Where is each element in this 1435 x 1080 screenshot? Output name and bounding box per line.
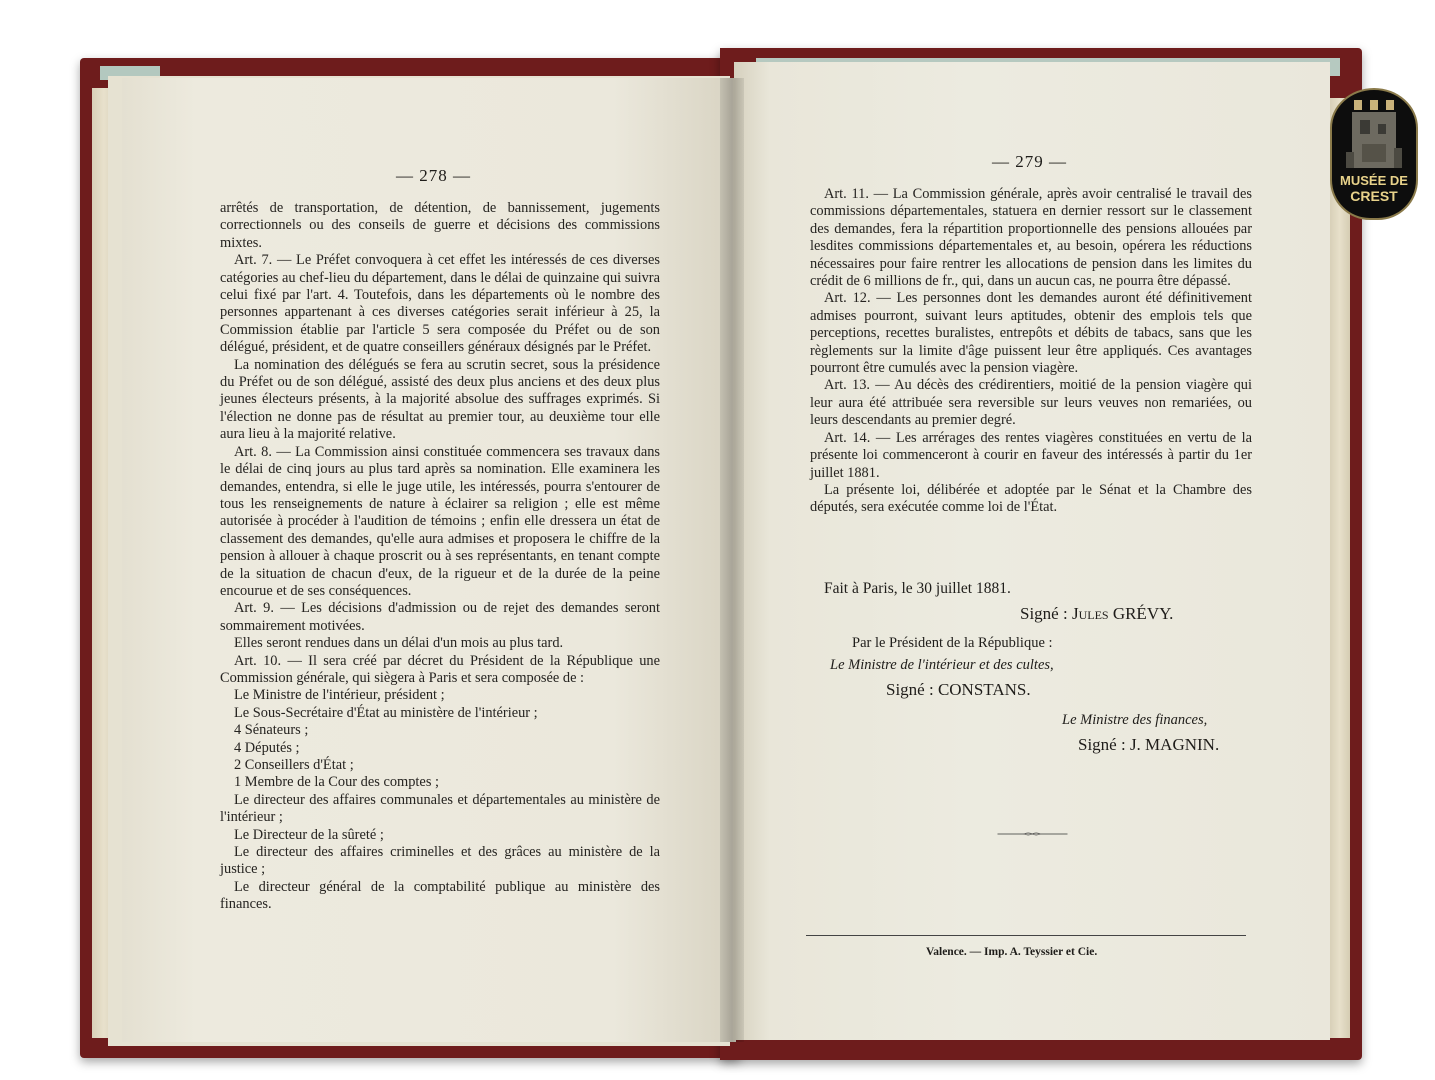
signature-grevy: Signé : Jules GRÉVY. bbox=[1020, 604, 1174, 623]
logo-text-line-2: CREST bbox=[1350, 188, 1398, 204]
paragraph: 2 Conseillers d'État ; bbox=[234, 757, 354, 773]
paragraph: Art. 12. — Les personnes dont les demandes auront été définitivement admises pourront, suivant leurs aptitudes, obtenir des emplois tels que perceptions, recettes buralistes, entrepôts et débits de tabacs, sans que les règlements sur la limite d'âge puissent leur être appliqués. Ces avantages pourront être cumulés avec la pension viagère. bbox=[810, 290, 1252, 377]
done-at-line: Fait à Paris, le 30 juillet 1881. bbox=[824, 580, 1011, 597]
signature-constans: Signé : CONSTANS. bbox=[886, 680, 1031, 699]
paragraph: 1 Membre de la Cour des comptes ; bbox=[234, 774, 440, 791]
paragraph: 4 Députés ; bbox=[234, 739, 300, 756]
paragraph: Art. 13. — Au décès des crédirentiers, moitié de la pension viagère qui leur aura été attribuée sera reversible sur leurs veuves non remariées, ou leurs descendants au premier degré. bbox=[810, 377, 1252, 429]
page-number-left: — 278 — bbox=[396, 166, 471, 185]
paragraph: La présente loi, délibérée et adoptée par le Sénat et la Chambre des députés, sera exécutée comme loi de l'État. bbox=[810, 481, 1252, 516]
logo-text-line-1: MUSÉE DE bbox=[1340, 173, 1408, 188]
paragraph: Art. 8. — La Commission ainsi constituée commencera ses travaux dans le délai de cinq jours au plus tard après sa nomination. Elle examinera les demandes, entendra, si elle le juge utile, les intéressés, pourra s'entourer de tous les renseignements de nature à éclairer sa religion ; elle est même autorisée à procéder à l'audition de témoins ; enfin elle dressera un état de classement des demandes, qu'elle aura admises et proposera le chiffre de la pension à allouer à chaque proscrit ou à ses représentants, en tenant compte de la situation de chacun d'eux, de la rigueur et de la durée de la peine encourue et de ses conséquences. bbox=[220, 443, 660, 599]
musee-de-crest-logo bbox=[1330, 88, 1418, 220]
imprint-rule bbox=[806, 935, 1246, 936]
paragraph: Le directeur général de la comptabilité publique au ministère des finances. bbox=[220, 878, 660, 913]
ornamental-rule bbox=[980, 832, 1085, 836]
left-page-body bbox=[220, 200, 660, 914]
minister-interior-line: Le Ministre de l'intérieur et des cultes, bbox=[830, 657, 1054, 673]
paragraph: Le Directeur de la sûreté ; bbox=[234, 826, 384, 843]
by-president-line: Par le Président de la République : bbox=[852, 635, 1053, 651]
paragraph: 4 Sénateurs ; bbox=[234, 722, 309, 739]
paragraph: Le directeur des affaires criminelles et des grâces au ministère de la justice ; bbox=[220, 844, 660, 878]
paragraph: La nomination des délégués se fera au scrutin secret, sous la présidence du Préfet ou de son délégué, assisté des deux plus anciens et des deux plus jeunes électeurs présents, à la majorité absolue des suffrages exprimés. Si l'élection ne donne pas de résultat au premier tour, au deuxième tour elle aura lieu à la majorité relative. bbox=[220, 356, 660, 443]
paragraph: arrêtés de transportation, de détention, de bannissement, jugements correctionnels ou des conseils de guerre et décisions des commissions mixtes. bbox=[220, 200, 660, 251]
paragraph: Art. 10. — Il sera créé par décret du Président de la République une Commission générale, qui siègera à Paris et sera composée de : bbox=[220, 652, 660, 686]
paragraph: Le Sous-Secrétaire d'État au ministère de l'intérieur ; bbox=[234, 704, 538, 721]
paragraph: Le directeur des affaires communales et départementales au ministère de l'intérieur ; bbox=[220, 791, 660, 826]
paragraph: Le Ministre de l'intérieur, président ; bbox=[234, 687, 445, 704]
printer-imprint: Valence. — Imp. A. Teyssier et Cie. bbox=[926, 946, 1098, 958]
paragraph: Art. 9. — Les décisions d'admission ou de rejet des demandes seront sommairement motivées. bbox=[220, 600, 660, 634]
paragraph: Art. 11. — La Commission générale, après avoir centralisé le travail des commissions départementales, statuera en dernier ressort sur le classement des demandes, fera la répartition proportionnelle des pensions allouées par lesdites commissions départementales et, au besoin, opérera les réductions nécessaires pour faire rentrer les allocations de pension dans les limites du crédit de 6 millions de fr., qui, dans un aucun cas, ne pourra être dépassé. bbox=[810, 186, 1252, 290]
paragraph: Art. 14. — Les arrérages des rentes viagères constituées en vertu de la présente loi commenceront à courir en faveur des intéressés à partir du 1er juillet 1881. bbox=[810, 429, 1252, 481]
signature-magnin: Signé : J. MAGNIN. bbox=[1078, 735, 1220, 754]
minister-finances-line: Le Ministre des finances, bbox=[1062, 712, 1208, 728]
right-page-body bbox=[810, 186, 1252, 517]
paragraph: Elles seront rendues dans un délai d'un mois au plus tard. bbox=[234, 635, 564, 652]
book-gutter bbox=[720, 78, 744, 1042]
page-number-right: — 279 — bbox=[992, 152, 1067, 171]
castle-tower-icon bbox=[1332, 94, 1416, 174]
paragraph: Art. 7. — Le Préfet convoquera à cet effet les intéressés de ces diverses catégories au chef-lieu du département, dans le délai de quinzaine qui suivra celui fixé par l'art. 4. Toutefois, dans les départements où le nombre des personnes appartenant à ces diverses catégories serait inférieur à 25, la Commission établie par l'article 5 sera composée du Préfet ou de son délégué, président, et de quatre conseillers généraux désignés par le Préfet. bbox=[220, 252, 660, 356]
